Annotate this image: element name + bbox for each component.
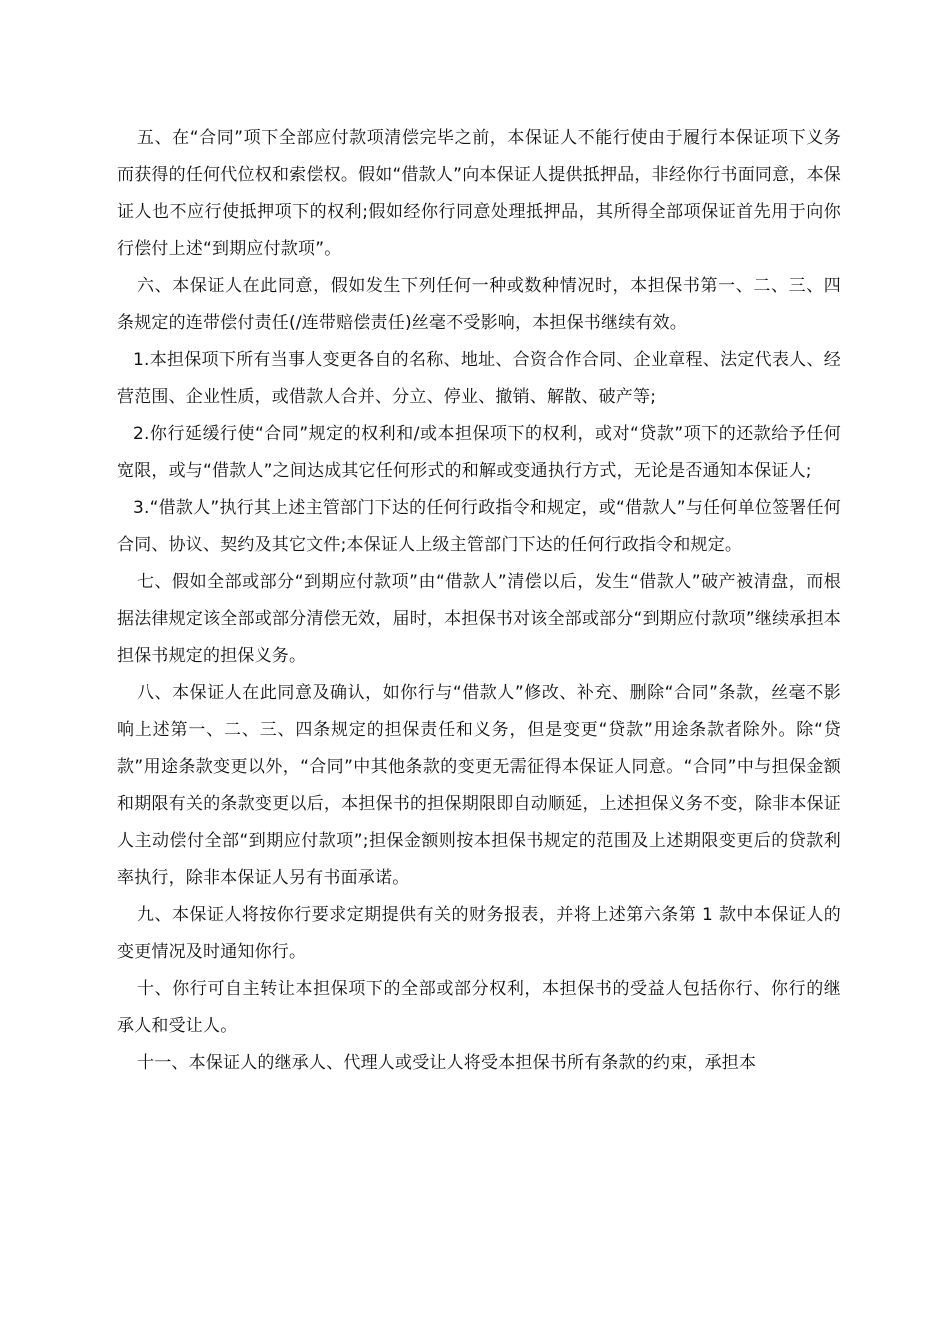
clause-6-item-3: 3.“借款人”执行其上述主管部门下达的任何行政指令和规定，或“借款人”与任何单位签署任何合同、协议、契约及其它文件;本保证人上级主管部门下达的任何行政指令和规定。 bbox=[117, 498, 841, 555]
clause-6-paragraph: 六、本保证人在此同意，假如发生下列任何一种或数种情况时，本担保书第一、二、三、四条规定的连带偿付责任(/连带赔偿责任)丝毫不受影响，本担保书继续有效。 bbox=[117, 276, 841, 333]
clause-6-item-2: 2.你行延缓行使“合同”规定的权利和/或本担保项下的权利，或对“贷款”项下的还款给予任何宽限，或与“借款人”之间达成其它任何形式的和解或变通执行方式，无论是否通知本保证人; bbox=[117, 424, 841, 481]
clause-11-paragraph: 十一、本保证人的继承人、代理人或受让人将受本担保书所有条款的约束，承担本 bbox=[137, 1053, 757, 1073]
clause-5-paragraph: 五、在“合同”项下全部应付款项清偿完毕之前，本保证人不能行使由于履行本保证项下义务而获得的任何代位权和索偿权。假如“借款人”向本保证人提供抵押品，非经你行书面同意，本保证人也不应行使抵押项下的权利;假如经你行同意处理抵押品，其所得全部项保证首先用于向你行偿付上述“到期应付款项”。 bbox=[117, 128, 841, 259]
clause-10-paragraph: 十、你行可自主转让本担保项下的全部或部分权利，本担保书的受益人包括你行、你行的继承人和受让人。 bbox=[117, 979, 841, 1036]
clause-6-item-1: 1.本担保项下所有当事人变更各自的名称、地址、合资合作合同、企业章程、法定代表人、经营范围、企业性质，或借款人合并、分立、停业、撤销、解散、破产等; bbox=[117, 350, 841, 407]
clause-7-paragraph: 七、假如全部或部分“到期应付款项”由“借款人”清偿以后，发生“借款人”破产被清盘，而根据法律规定该全部或部分清偿无效，届时，本担保书对该全部或部分“到期应付款项”继续承担本担保书规定的担保义务。 bbox=[117, 572, 841, 666]
clause-9-paragraph: 九、本保证人将按你行要求定期提供有关的财务报表，并将上述第六条第 1 款中本保证人的变更情况及时通知你行。 bbox=[117, 905, 841, 962]
clause-8-paragraph: 八、本保证人在此同意及确认，如你行与“借款人”修改、补充、删除“合同”条款，丝毫不影响上述第一、二、三、四条规定的担保责任和义务，但是变更“贷款”用途条款者除外。除“贷款”用途条款变更以外，“合同”中其他条款的变更无需征得本保证人同意。“合同”中与担保金额和期限有关的条款变更以后，本担保书的担保期限即自动顺延，上述担保义务不变，除非本保证人主动偿付全部“到期应付款项”;担保金额则按本担保书规定的范围及上述期限变更后的贷款利率执行，除非本保证人另有书面承诺。 bbox=[117, 683, 841, 888]
document-page bbox=[117, 120, 841, 1320]
